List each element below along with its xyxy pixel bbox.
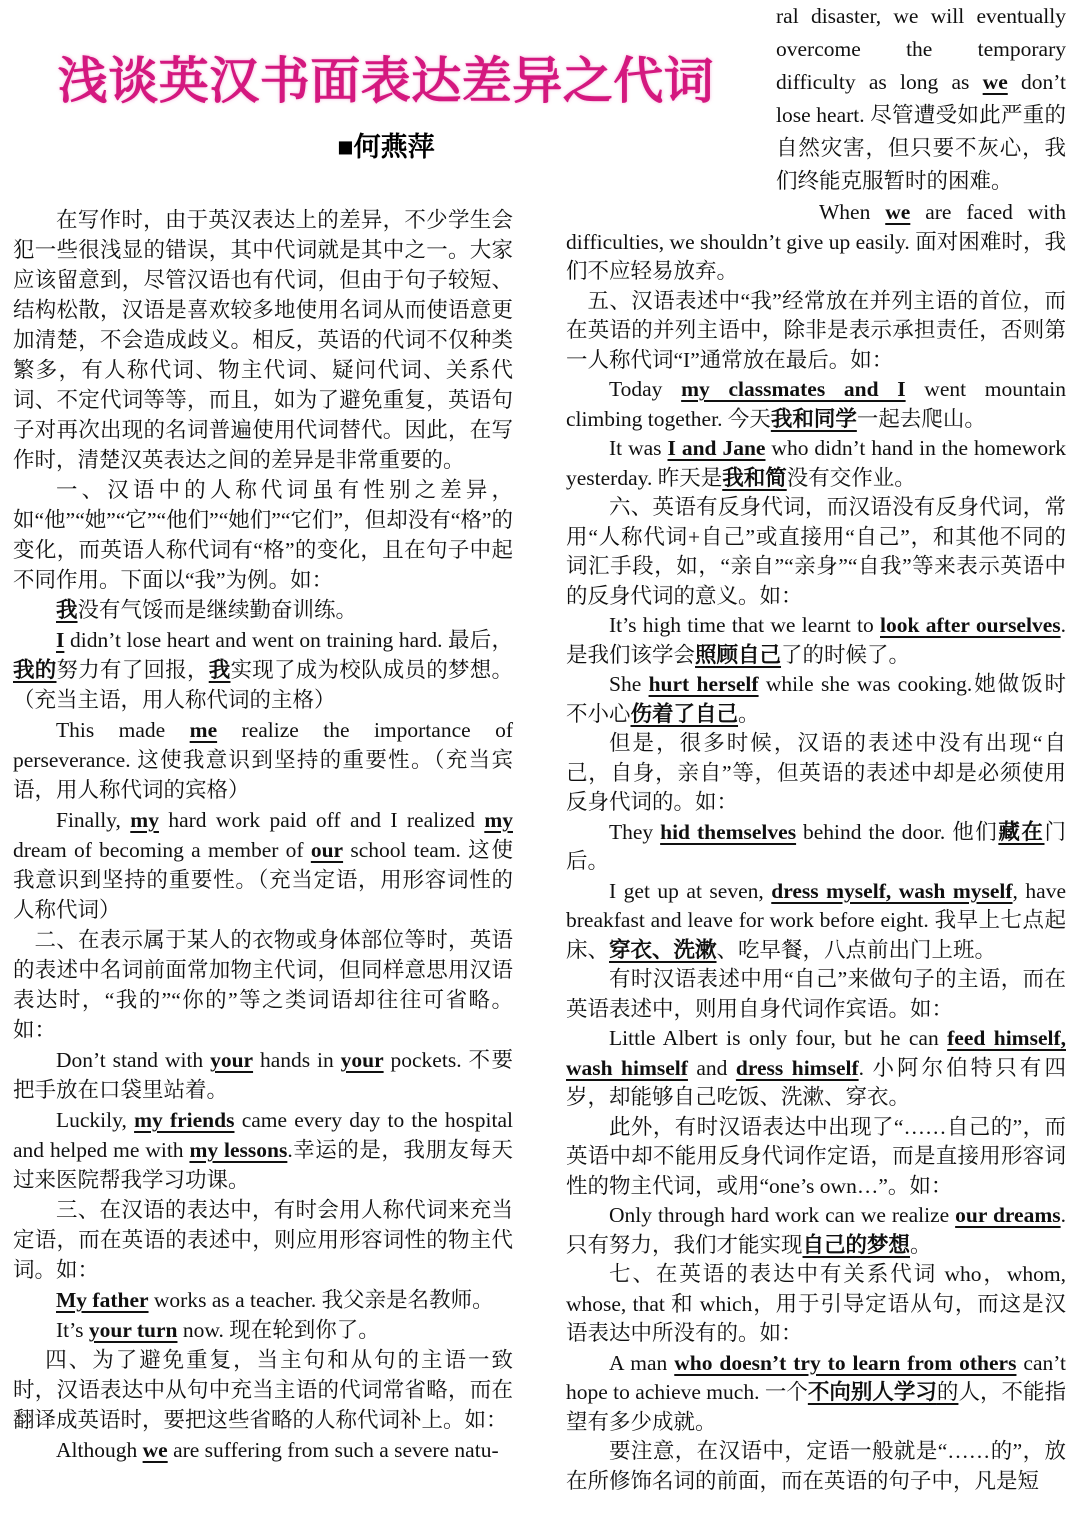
text-run: my classmates and I: [681, 377, 906, 401]
text-run: realize the importance of perseverance. 这使我意识到坚持的重要性。（充当宾语，用人称代词的宾格）: [13, 718, 513, 802]
title-overflow-spacer: [566, 0, 776, 226]
text-run: 努力有了回报，: [56, 658, 209, 682]
text-run: school team. 这使我意识到坚持的重要性。（充当定语，用形容词性的人称代词）: [13, 838, 513, 922]
text-run: we: [142, 1438, 168, 1462]
text-run: Finally,: [56, 808, 131, 832]
text-run: are faced with difficulties, we shouldn’t give up easily. 面对困难时，我们不应轻易放弃。: [566, 200, 1066, 283]
text-run: my: [484, 808, 513, 832]
text-run: your: [210, 1048, 254, 1072]
text-run: I get up at seven,: [609, 878, 772, 903]
text-run: Only through hard work can we realize: [609, 1203, 956, 1227]
text-run: didn’t lose heart and went on training hard. 最后，: [64, 628, 513, 652]
text-run: went mountain climbing together. 今天: [566, 377, 1066, 431]
text-run: your: [340, 1048, 384, 1072]
text-run: who doesn’t try to learn from others: [674, 1350, 1017, 1375]
text-run: hurt herself: [648, 672, 759, 696]
text-run: I: [56, 628, 65, 652]
text-run: 没有交作业。: [786, 465, 916, 490]
text-run: my friends: [134, 1108, 235, 1132]
paragraph: [566, 729, 1066, 818]
text-run: She: [609, 672, 649, 696]
paragraph: [13, 205, 513, 475]
paragraph: [13, 595, 513, 625]
paragraph: [566, 965, 1066, 1024]
text-run: 四、为了避免重复，当主句和从句的主语一致时，汉语表达中从句中充当主语的代词常省略，而在翻译成英语时，要把这些省略的人称代词补上。如：: [13, 1348, 513, 1432]
text-run: . 小阿尔伯特只有四岁，却能够自己吃饭、洗漱、穿衣。: [566, 1055, 1066, 1109]
text-run: 照顾自己: [695, 642, 782, 667]
paragraph: [13, 715, 513, 805]
text-run: me: [189, 718, 218, 742]
text-run: 六、英语有反身代词，而汉语没有反身代词，常用“人称代词+自己”或直接用“自己”，和其他不同的词汇手段，如，“亲自”“亲身”“自我”等来表示英语中的反身代词的意义。如：: [566, 495, 1066, 608]
text-run: 要注意，在汉语中，定语一般就是“……的”，放在所修饰名词的前面，而在英语的句子中，凡是短: [566, 1439, 1066, 1493]
text-run: now. 现在轮到你了。: [177, 1318, 380, 1342]
text-run: , have breakfast and leave for work before eight. 我早上七点起床、: [566, 878, 1066, 962]
text-run: my lessons: [189, 1138, 288, 1162]
text-run: I and Jane: [667, 436, 766, 460]
author-marker-icon: ■: [337, 131, 354, 162]
text-run: Don’t stand with: [56, 1048, 211, 1072]
text-run: 一、汉语中的人称代词虽有性别之差异，如“他”“她”“它”“他们”“她们”“它们”，但却没有“格”的变化，而英语人称代词有“格”的变化，且在句子中起不同作用。下面以“我”为例。如：: [13, 478, 513, 592]
paragraph: [13, 475, 513, 595]
page-title: 浅谈英汉书面表达差异之代词: [57, 53, 715, 109]
text-run: and: [687, 1055, 736, 1080]
text-run: A man: [609, 1350, 675, 1375]
paragraph: [13, 925, 513, 1045]
paragraph: [566, 670, 1066, 729]
text-run: 但是，很多时候，汉语的表述中没有出现“自己，自身，亲自”等，但英语的表述中却是必须使用反身代词的。如：: [566, 731, 1066, 814]
paragraph: [13, 1315, 513, 1345]
paragraph: [566, 1437, 1066, 1496]
paragraph: [13, 1195, 513, 1285]
text-run: can’t hope to achieve much. 一个: [566, 1350, 1066, 1404]
text-run: Luckily,: [56, 1108, 135, 1132]
text-run: while she was cooking.她做饭时不小心: [566, 672, 1067, 726]
text-run: . 只有努力，我们才能实现: [566, 1203, 1066, 1257]
text-run: Although: [56, 1438, 143, 1462]
text-run: behind the door. 他们: [796, 819, 999, 844]
text-run: My father: [56, 1288, 149, 1312]
text-run: dress myself, wash myself: [771, 878, 1013, 903]
text-run: 我的: [13, 658, 57, 682]
text-run: 穿衣、洗漱: [609, 937, 717, 962]
text-run: pockets. 不要把手放在口袋里站着。: [13, 1048, 513, 1102]
text-run: It was: [609, 436, 668, 460]
text-run: 、吃早餐，八点前出门上班。: [716, 937, 997, 962]
paragraph: [13, 1105, 513, 1195]
paragraph: [566, 1349, 1066, 1438]
paragraph: [566, 818, 1066, 877]
text-run: Today: [609, 377, 682, 401]
paragraph: [13, 805, 513, 925]
column-right: [566, 0, 1066, 1519]
text-run: 五、汉语表述中“我”经常放在并列主语的首位，而在英语的并列主语中，除非是表示承担责任，否则第一人称代词“I”通常放在最后。如：: [566, 288, 1066, 372]
text-run: look after ourselves: [880, 613, 1061, 637]
text-run: 七、在英语的表达中有关系代词 who，whom, whose, that 和 which，用于引导定语从句，而这是汉语表达中所没有的。如：: [566, 1262, 1066, 1345]
two-column-layout: [13, 0, 1066, 1519]
text-run: 我和同学: [770, 406, 857, 431]
text-run: It’s high time that we learnt to: [609, 613, 881, 637]
text-run: 在写作时，由于英汉表达上的差异，不少学生会犯一些很浅显的错误，其中代词就是其中之一。大家应该留意到，尽管汉语也有代词，但由于句子较短、结构松散，汉语是喜欢较多地使用名词从而使语意更加清楚，不会造成歧义。相反，英语的代词不仅种类繁多，有人称代词、物主代词、疑问代词、关系代词、不定代词等等，而且，如为了避免重复，英语句子对再次出现的名词普遍使用代词替代。因此，在写作时，清楚汉英表达之间的差异是非常重要的。: [13, 208, 513, 472]
text-run: we: [885, 200, 911, 224]
text-run: 人，不能指望有多少成就。: [566, 1380, 1066, 1434]
paragraph: [566, 375, 1066, 434]
paragraph: [566, 287, 1066, 376]
text-run: 了的时候了。: [781, 642, 911, 667]
text-run: . 是我们该学会: [566, 613, 1066, 667]
text-run: 我: [208, 658, 231, 682]
text-run: your turn: [88, 1318, 178, 1342]
text-run: are suffering from such a severe natu-: [167, 1438, 499, 1462]
text-run: 的: [936, 1380, 959, 1404]
text-run: This made: [56, 718, 190, 742]
paragraph: [566, 611, 1066, 670]
paragraph: [13, 1345, 513, 1435]
paragraph: [13, 1285, 513, 1315]
text-run: 不向别人学习: [807, 1380, 937, 1404]
text-run: works as a teacher. 我父亲是名教师。: [148, 1288, 494, 1312]
text-run: 有时汉语表述中用“自己”来做句子的主语，而在英语表述中，则用自身代词作宾语。如：: [566, 967, 1066, 1021]
text-run: don’t lose heart. 尽管遭受如此严重的自然灾害，但只要不灰心，我们终能克服暂时的困难。: [776, 70, 1066, 193]
text-run: 我和简: [722, 465, 787, 490]
text-run: hands in: [253, 1048, 341, 1072]
text-run: They: [609, 819, 661, 844]
text-run: 。: [738, 701, 760, 726]
paragraph: [13, 625, 513, 715]
text-run: dress himself: [735, 1055, 859, 1080]
text-run: 伤着了自己: [630, 701, 739, 726]
author-name: 何燕萍: [353, 131, 435, 162]
text-run: 。: [910, 1232, 932, 1257]
text-run: hard work paid off and I realized: [158, 808, 485, 832]
text-run: we: [982, 70, 1008, 94]
text-run: 门后。: [566, 819, 1066, 873]
text-run: 此外，有时汉语表达中出现了“……自己的”，而英语中却不能用反身代词作定语，而是直接用形容词性的物主代词，或用“one’s own…”。如：: [566, 1114, 1066, 1198]
paragraph: [13, 1435, 513, 1465]
text-run: came every day to the hospital and helped me with: [13, 1108, 513, 1162]
text-run: 一起去爬山。: [856, 406, 986, 431]
text-run: feed himself, wash himself: [566, 1026, 1066, 1080]
text-run: .幸运的是，我朋友每天过来医院帮我学习功课。: [13, 1138, 513, 1192]
text-run: who didn’t hand in the homework yesterday. 昨天是: [566, 436, 1066, 490]
text-run: our dreams: [955, 1203, 1061, 1227]
text-run: dream of becoming a member of: [13, 838, 311, 862]
paragraph: [566, 1260, 1066, 1349]
text-run: 我: [56, 598, 78, 622]
text-run: 二、在表示属于某人的衣物或身体部位等时，英语的表述中名词前面常加物主代词，但同样意思用汉语表达时，“我的”“你的”等之类词语却往往可省略。如：: [13, 928, 513, 1042]
text-run: When: [819, 200, 886, 224]
text-run: It’s: [56, 1318, 89, 1342]
column-left: [13, 0, 513, 1519]
text-run: ral disaster, we will eventually overcome the temporary difficulty as long as: [776, 4, 1066, 94]
text-run: Little Albert is only four, but he can: [609, 1026, 948, 1050]
paragraph: [13, 1045, 513, 1105]
paragraph: [566, 493, 1066, 611]
paragraph: [566, 877, 1066, 966]
paragraph: [566, 1201, 1066, 1260]
text-run: 没有气馁而是继续勤奋训练。: [77, 598, 358, 622]
text-run: 三、在汉语的表达中，有时会用人称代词来充当定语，而在英语的表述中，则应用形容词性的物主代词。如：: [13, 1198, 513, 1282]
text-run: our: [310, 838, 344, 862]
text-run: hid themselves: [660, 819, 797, 844]
paragraph: [566, 434, 1066, 493]
text-run: my: [130, 808, 159, 832]
text-run: 藏在: [998, 819, 1045, 844]
text-run: 实现了成为校队成员的梦想。（充当主语，用人称代词的主格）: [13, 658, 513, 712]
paragraph: [566, 1113, 1066, 1202]
text-run: 自己的梦想: [802, 1232, 911, 1257]
paragraph: [566, 1024, 1066, 1113]
